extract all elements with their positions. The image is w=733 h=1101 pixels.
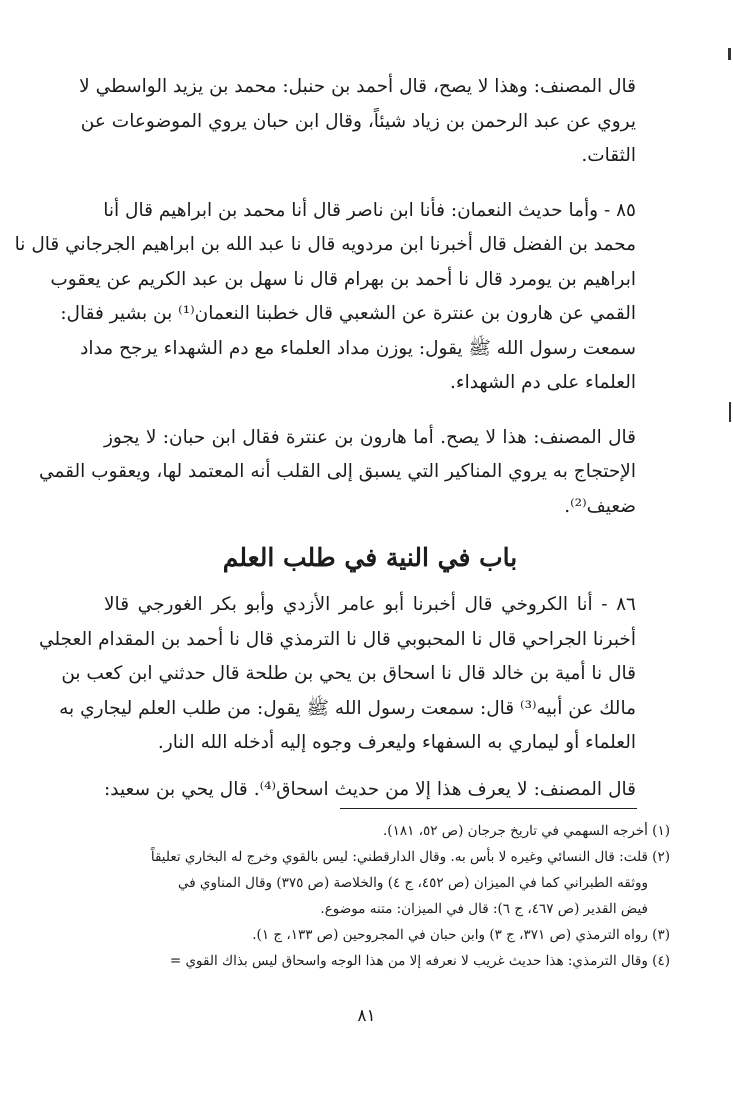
text-line: قال نا أمية بن خالد قال نا اسحاق بن يحي بن طلحة قال حدثني ابن كعب بن [61,663,636,684]
text-line: ٨٥ - وأما حديث النعمان: فأنا ابن ناصر قال أنا محمد بن ابراهيم قال أنا [103,199,636,221]
main-text [14,70,636,807]
paragraph-hadith-85 [14,194,636,401]
footnote-divider [340,808,637,809]
page-number: ٨١ [357,1006,376,1026]
paragraph-p3 [39,421,636,525]
paragraph-p5 [104,773,636,808]
footnote-2: (٢) قلت: قال النسائي وغيره لا بأس به. وقال الدارقطني: ليس بالقوي وخرج له البخاري تعليقاً [150,849,670,865]
text-line: ٨٦ - أنا الكروخي قال أخبرنا أبو عامر الأزدي وأبو بكر الغورجي قالا [104,594,636,615]
text-line: مالك عن أبيه⁽³⁾ قال: سمعت رسول الله ﷺ يقول: من طلب العلم ليجاري به [59,697,636,719]
text-line: أخبرنا الجراحي قال نا المحبوبي قال نا الترمذي قال نا أحمد بن المقدام العجلي [39,628,636,650]
paragraph-hadith-86 [39,588,636,761]
text-line: العلماء أو ليماري به السفهاء وليعرف وجوه إليه أدخله الله النار. [157,732,636,753]
footnotes [104,818,670,974]
section-heading: باب في النية في طلب العلم [222,543,518,572]
text-line: الإحتجاج به يروي المناكير التي يسبق إلى القلب أنه المعتمد لها، ويعقوب القمي [39,461,636,482]
text-line: ضعيف⁽²⁾. [564,495,636,517]
text-line: الثقات. [581,145,636,166]
footnote-3: (٣) رواه الترمذي (ص ٣٧١، ج ٣) وابن حبان في المجروحين (ص ١٣٣، ج ١). [252,927,670,943]
scan-mark-top [728,48,731,60]
footnote-2-continued: ووثقه الطبراني كما في الميزان (ص ٤٥٢، ج ٤) والخلاصة (ص ٣٧٥) وقال المناوي في [177,875,648,891]
text-line: قال المصنف: لا يعرف هذا إلا من حديث اسحاق⁽⁴⁾. قال يحي بن سعيد: [104,778,636,800]
footnote-4: (٤) وقال الترمذي: هذا حديث غريب لا نعرفه إلا من هذا الوجه واسحاق ليس بذاك القوي = [169,953,670,969]
text-line: يروي عن عبد الرحمن بن زياد شيئاً، وقال ابن حبان يروي الموضوعات عن [80,110,636,132]
text-line: القمي عن هارون بن عنترة عن الشعبي قال خطبنا النعمان⁽¹⁾ بن بشير فقال: [60,303,636,324]
scan-mark-middle [729,402,731,422]
footnote-2-continued: فيض القدير (ص ٤٦٧، ج ٦): قال في الميزان: متنه موضوع. [320,901,648,917]
text-line: قال المصنف: وهذا لا يصح، قال أحمد بن حنبل: محمد بن يزيد الواسطي لا [79,76,636,97]
text-line: ابراهيم بن يومرد قال نا أحمد بن بهرام قال نا سهل بن عبد الكريم عن يعقوب [50,268,636,290]
paragraph-p1 [79,70,636,174]
text-line: العلماء على دم الشهداء. [449,372,636,393]
footnote-1: (١) أخرجه السهمي في تاريخ جرجان (ص ٥٢، ١٨١). [383,823,670,839]
text-line: محمد بن الفضل قال أخبرنا ابن مردويه قال نا عبد الله بن ابراهيم الجرجاني قال نا [14,234,636,255]
text-line: قال المصنف: هذا لا يصح. أما هارون بن عنترة فقال ابن حبان: لا يجوز [104,426,636,448]
text-line: سمعت رسول الله ﷺ يقول: يوزن مداد العلماء مع دم الشهداء يرجح مداد [80,337,636,359]
